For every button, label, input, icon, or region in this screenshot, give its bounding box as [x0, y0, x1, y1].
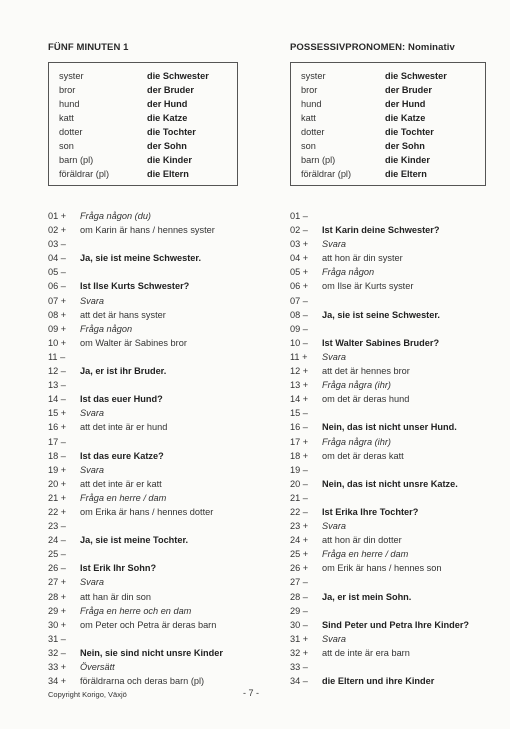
exercise-line — [290, 604, 500, 618]
exercise-line — [48, 449, 268, 463]
exercise-line — [48, 265, 268, 279]
line-number: 24 + — [290, 535, 309, 546]
vocab-swedish: bror — [59, 85, 76, 95]
line-number: 11 – — [48, 351, 66, 362]
line-number: 20 – — [290, 478, 308, 489]
exercise-line — [290, 575, 500, 589]
exercise-line — [290, 364, 500, 378]
vocab-row — [59, 153, 237, 167]
line-text: om Peter och Petra är deras barn — [80, 619, 217, 630]
line-number: 06 – — [48, 281, 66, 292]
line-number: 02 – — [290, 225, 308, 236]
line-text: om det är deras hund — [322, 394, 410, 405]
line-number: 27 – — [290, 577, 308, 588]
exercise-line — [290, 491, 500, 505]
line-number: 19 – — [290, 464, 308, 475]
vocab-row — [59, 83, 237, 97]
line-number: 25 – — [48, 549, 66, 560]
exercise-line — [48, 533, 268, 547]
line-number: 27 + — [48, 577, 67, 588]
exercise-line — [290, 265, 500, 279]
copyright: Copyright Korigo, Växjö — [48, 690, 127, 699]
line-text: Svara — [80, 577, 105, 588]
vocab-swedish: dotter — [59, 127, 83, 137]
right-vocab-box — [290, 62, 486, 186]
vocab-german: die Katze — [147, 113, 188, 123]
line-text: Svara — [322, 239, 347, 250]
exercise-line — [48, 547, 268, 561]
line-number: 09 + — [48, 323, 67, 334]
line-text: Nein, das ist nicht unser Hund. — [322, 422, 457, 433]
line-text: Ist Walter Sabines Bruder? — [322, 337, 440, 348]
line-number: 11 + — [290, 351, 308, 362]
line-number: 28 + — [48, 591, 67, 602]
line-text: om det är deras katt — [322, 450, 404, 461]
line-number: 25 + — [290, 549, 309, 560]
vocab-german: die Schwester — [385, 71, 447, 81]
line-number: 03 + — [290, 239, 309, 250]
exercise-line — [290, 378, 500, 392]
vocab-row — [301, 139, 485, 153]
line-text: om Walter är Sabines bror — [80, 337, 187, 348]
exercise-line — [48, 209, 268, 223]
exercise-line — [290, 660, 500, 674]
vocab-row — [301, 167, 485, 181]
exercise-line — [290, 519, 500, 533]
line-number: 21 + — [48, 492, 67, 503]
vocab-german: der Sohn — [385, 141, 425, 151]
exercise-line — [48, 294, 268, 308]
line-number: 15 – — [290, 408, 308, 419]
vocab-row — [59, 69, 237, 83]
line-number: 09 – — [290, 323, 308, 334]
exercise-line — [290, 590, 500, 604]
vocab-swedish: barn (pl) — [301, 155, 336, 165]
exercise-line — [290, 477, 500, 491]
vocab-swedish: katt — [59, 113, 74, 123]
line-text: Ja, sie ist meine Schwester. — [80, 253, 202, 264]
left-vocab-box — [48, 62, 238, 186]
vocab-swedish: dotter — [301, 127, 325, 137]
exercise-line — [48, 505, 268, 519]
exercise-line — [290, 533, 500, 547]
line-text: Nein, das ist nicht unsre Katze. — [322, 478, 458, 489]
line-text: Ja, sie ist meine Tochter. — [80, 535, 189, 546]
line-number: 10 + — [48, 337, 67, 348]
line-number: 22 + — [48, 506, 67, 517]
line-number: 23 – — [48, 521, 66, 532]
line-number: 12 – — [48, 366, 66, 377]
vocab-row — [301, 125, 485, 139]
vocab-swedish: katt — [301, 113, 316, 123]
vocab-german: der Bruder — [147, 85, 194, 95]
line-number: 31 – — [48, 633, 66, 644]
line-number: 04 + — [290, 253, 309, 264]
line-number: 29 – — [290, 605, 308, 616]
line-text: die Eltern und ihre Kinder — [322, 676, 435, 687]
exercise-line — [290, 420, 500, 434]
line-number: 28 – — [290, 591, 308, 602]
vocab-swedish: son — [59, 141, 74, 151]
exercise-line — [48, 519, 268, 533]
page-number: - 7 - — [243, 688, 260, 698]
exercise-line — [48, 674, 268, 688]
line-number: 08 – — [290, 309, 308, 320]
exercise-line — [48, 336, 268, 350]
exercise-line — [48, 237, 268, 251]
exercise-line — [48, 420, 268, 434]
line-text: Fråga en herre och en dam — [80, 605, 192, 616]
line-text: Svara — [80, 464, 105, 475]
left-exercise — [48, 209, 268, 688]
line-number: 16 + — [48, 422, 67, 433]
line-number: 32 – — [48, 647, 66, 658]
left-heading: FÜNF MINUTEN 1 — [48, 42, 129, 53]
line-text: Ist Erik Ihr Sohn? — [80, 563, 157, 574]
vocab-row — [59, 167, 237, 181]
line-text: Ist Erika Ihre Tochter? — [322, 506, 419, 517]
exercise-line — [290, 336, 500, 350]
exercise-line — [290, 251, 500, 265]
exercise-line — [290, 449, 500, 463]
exercise-line — [48, 463, 268, 477]
line-number: 05 + — [290, 267, 309, 278]
exercise-line — [290, 435, 500, 449]
line-number: 05 – — [48, 267, 66, 278]
exercise-line — [48, 392, 268, 406]
vocab-swedish: barn (pl) — [59, 155, 94, 165]
line-text: att hon är din syster — [322, 253, 403, 264]
line-number: 03 – — [48, 239, 66, 250]
line-text: att hon är din dotter — [322, 535, 402, 546]
exercise-line — [48, 279, 268, 293]
line-number: 30 – — [290, 619, 308, 630]
vocab-swedish: hund — [59, 99, 80, 109]
vocab-german: die Eltern — [385, 169, 427, 179]
vocab-row — [301, 69, 485, 83]
vocab-german: der Sohn — [147, 141, 187, 151]
right-exercise — [290, 209, 500, 688]
line-number: 34 + — [48, 676, 67, 687]
line-text: att det är hennes bror — [322, 366, 410, 377]
exercise-line — [48, 322, 268, 336]
exercise-line — [48, 575, 268, 589]
vocab-swedish: bror — [301, 85, 318, 95]
line-number: 17 + — [290, 436, 309, 447]
line-number: 31 + — [290, 633, 309, 644]
vocab-german: der Hund — [147, 99, 188, 109]
line-text: om Ilse är Kurts syster — [322, 281, 414, 292]
exercise-line — [48, 491, 268, 505]
exercise-line — [290, 350, 500, 364]
line-number: 08 + — [48, 309, 67, 320]
line-text: Fråga någon — [80, 323, 133, 334]
line-number: 33 – — [290, 662, 308, 672]
line-text: Fråga någon (du) — [80, 211, 151, 221]
exercise-line — [290, 406, 500, 420]
exercise-line — [48, 223, 268, 237]
line-number: 32 + — [290, 647, 309, 658]
line-number: 04 – — [48, 253, 66, 264]
exercise-line — [290, 308, 500, 322]
line-number: 21 – — [290, 492, 308, 503]
exercise-line — [290, 632, 500, 646]
line-number: 07 + — [48, 295, 67, 306]
exercise-line — [48, 308, 268, 322]
vocab-row — [59, 139, 237, 153]
exercise-line — [290, 646, 500, 660]
exercise-line — [290, 505, 500, 519]
line-text: om Erik är hans / hennes son — [322, 563, 442, 574]
exercise-line — [290, 237, 500, 251]
exercise-line — [290, 392, 500, 406]
vocab-german: die Kinder — [147, 155, 192, 165]
line-number: 26 + — [290, 563, 309, 574]
line-text: att han är din son — [80, 591, 151, 602]
line-text: Ist das euer Hund? — [80, 394, 163, 405]
line-text: Ist Ilse Kurts Schwester? — [80, 281, 190, 292]
line-text: Ja, er ist mein Sohn. — [322, 591, 412, 602]
vocab-german: die Katze — [385, 113, 426, 123]
line-number: 30 + — [48, 619, 67, 630]
line-number: 18 + — [290, 450, 309, 461]
line-text: Svara — [322, 633, 347, 644]
line-number: 20 + — [48, 478, 67, 489]
vocab-german: der Hund — [385, 99, 426, 109]
vocab-row — [59, 97, 237, 111]
line-number: 02 + — [48, 225, 67, 236]
line-text: Ist Karin deine Schwester? — [322, 225, 440, 236]
line-number: 29 + — [48, 605, 67, 616]
line-text: att det inte är er katt — [80, 478, 162, 489]
line-text: om Erika är hans / hennes dotter — [80, 506, 214, 517]
vocab-german: die Tochter — [385, 127, 434, 137]
vocab-swedish: föräldrar (pl) — [301, 169, 352, 179]
line-text: Fråga en herre / dam — [80, 492, 167, 503]
exercise-line — [290, 322, 500, 336]
right-heading: POSSESSIVPRONOMEN: Nominativ — [290, 42, 455, 53]
vocab-swedish: hund — [301, 99, 322, 109]
exercise-line — [290, 674, 500, 688]
line-text: Fråga några (ihr) — [322, 380, 391, 391]
line-text: Översätt — [80, 662, 115, 672]
line-number: 13 – — [48, 380, 66, 391]
line-number: 01 + — [48, 211, 67, 221]
exercise-line — [290, 223, 500, 237]
line-number: 01 – — [290, 211, 308, 221]
vocab-row — [59, 125, 237, 139]
exercise-line — [48, 632, 268, 646]
line-number: 22 – — [290, 506, 308, 517]
vocab-swedish: syster — [301, 71, 326, 81]
vocab-german: die Eltern — [147, 169, 189, 179]
exercise-line — [48, 590, 268, 604]
line-number: 15 + — [48, 408, 67, 419]
exercise-line — [48, 378, 268, 392]
vocab-row — [301, 97, 485, 111]
line-number: 16 – — [290, 422, 308, 433]
vocab-row — [301, 153, 485, 167]
line-number: 34 – — [290, 676, 308, 687]
line-text: Ja, er ist ihr Bruder. — [80, 366, 167, 377]
exercise-line — [48, 364, 268, 378]
line-text: Fråga någon — [322, 267, 375, 278]
vocab-german: der Bruder — [385, 85, 432, 95]
line-number: 12 + — [290, 366, 309, 377]
exercise-line — [48, 604, 268, 618]
exercise-line — [290, 209, 500, 223]
line-text: Svara — [80, 408, 105, 419]
line-text: att det inte är er hund — [80, 422, 168, 433]
vocab-german: die Tochter — [147, 127, 196, 137]
exercise-line — [48, 350, 268, 364]
line-text: Nein, sie sind nicht unsre Kinder — [80, 647, 223, 658]
line-number: 26 – — [48, 563, 66, 574]
vocab-swedish: son — [301, 141, 316, 151]
line-text: Svara — [322, 351, 347, 362]
vocab-row — [301, 111, 485, 125]
line-text: Ja, sie ist seine Schwester. — [322, 309, 440, 320]
line-number: 07 – — [290, 295, 308, 306]
line-text: Fråga några (ihr) — [322, 436, 391, 447]
line-number: 06 + — [290, 281, 309, 292]
line-number: 13 + — [290, 380, 309, 391]
line-text: Ist das eure Katze? — [80, 450, 164, 461]
line-number: 17 – — [48, 436, 66, 447]
exercise-line — [290, 547, 500, 561]
vocab-german: die Kinder — [385, 155, 430, 165]
exercise-line — [290, 561, 500, 575]
line-text: att de inte är era barn — [322, 647, 410, 658]
exercise-line — [48, 660, 268, 674]
vocab-row — [301, 83, 485, 97]
line-text: Sind Peter und Petra Ihre Kinder? — [322, 619, 470, 630]
line-text: Svara — [322, 521, 347, 532]
vocab-german: die Schwester — [147, 71, 209, 81]
line-text: Svara — [80, 295, 105, 306]
line-number: 14 + — [290, 394, 309, 405]
line-number: 19 + — [48, 464, 67, 475]
vocab-swedish: föräldrar (pl) — [59, 169, 110, 179]
line-number: 10 – — [290, 337, 308, 348]
exercise-line — [48, 251, 268, 265]
line-text: föräldrarna och deras barn (pl) — [80, 676, 205, 687]
line-text: Fråga en herre / dam — [322, 549, 409, 560]
exercise-line — [48, 406, 268, 420]
line-number: 33 + — [48, 662, 67, 672]
line-number: 24 – — [48, 535, 66, 546]
exercise-line — [48, 477, 268, 491]
exercise-line — [48, 435, 268, 449]
line-number: 18 – — [48, 450, 66, 461]
vocab-row — [59, 111, 237, 125]
line-text: om Karin är hans / hennes syster — [80, 225, 215, 236]
line-number: 23 + — [290, 521, 309, 532]
line-number: 14 – — [48, 394, 66, 405]
exercise-line — [48, 646, 268, 660]
exercise-line — [48, 561, 268, 575]
exercise-line — [290, 294, 500, 308]
vocab-swedish: syster — [59, 71, 84, 81]
exercise-line — [48, 618, 268, 632]
line-text: att det är hans syster — [80, 309, 166, 320]
exercise-line — [290, 618, 500, 632]
exercise-line — [290, 279, 500, 293]
exercise-line — [290, 463, 500, 477]
